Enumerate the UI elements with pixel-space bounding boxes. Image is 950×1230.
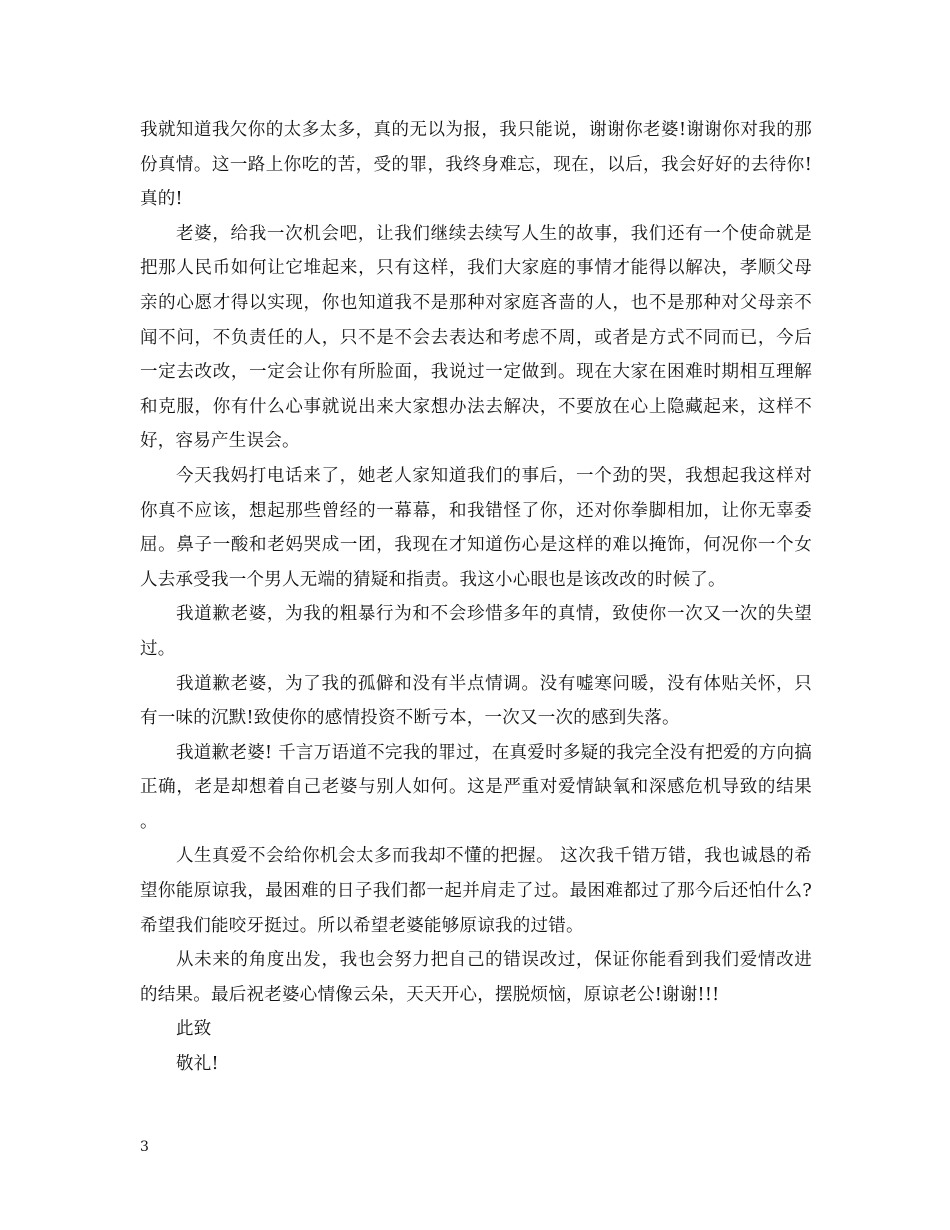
paragraph-1: 我就知道我欠你的太多太多，真的无以为报，我只能说，谢谢你老婆!谢谢你对我的那份真情。这一路上你吃的苦，受的罪，我终身难忘，现在，以后，我会好好的去待你!真的! xyxy=(140,120,812,210)
page-number: 3 xyxy=(140,1139,149,1155)
paragraph-2: 老婆，给我一次机会吧，让我们继续去续写人生的故事，我们还有一个使命就是把那人民币如何让它堆起来，只有这样，我们大家庭的事情才能得以解决，孝顺父母亲的心愿才得以实现，你也知道我不是那种对家庭吝啬的人，也不是那种对父母亲不闻不问，不负责任的人，只不是不会去表达和考虑不周，或者是方式不同而已，今后一定去改改，一定会让你有所脸面，我说过一定做到。现在大家在困难时期相互理解和克服，你有什么心事就说出来大家想办法去解决，不要放在心上隐藏起来，这样不好，容易产生误会。 xyxy=(140,223,812,452)
closing-regards: 敬礼! xyxy=(176,1054,219,1075)
paragraph-3: 今天我妈打电话来了，她老人家知道我们的事后，一个劲的哭，我想起我这样对你真不应该，想起那些曾经的一幕幕，和我错怪了你，还对你拳脚相加，让你无辜委屈。鼻子一酸和老妈哭成一团，我现在才知道伤心是这样的难以掩饰，何况你一个女人去承受我一个男人无端的猜疑和指责。我这小心眼也是该改改的时候了。 xyxy=(140,465,812,590)
paragraph-5: 我道歉老婆，为了我的孤僻和没有半点情调。没有嘘寒问暖，没有体贴关怀，只有一味的沉默!致使你的感情投资不断亏本，一次又一次的感到失落。 xyxy=(140,673,812,729)
paragraph-8: 从未来的角度出发，我也会努力把自己的错误改过，保证你能看到我们爱情改进的结果。最后祝老婆心情像云朵，天天开心，摆脱烦恼，原谅老公!谢谢!!! xyxy=(140,950,812,1005)
paragraph-6: 我道歉老婆! 千言万语道不完我的罪过，在真爱时多疑的我完全没有把爱的方向搞正确，老是却想着自己老婆与别人如何。这是严重对爱情缺氧和深感危机导致的结果 。 xyxy=(140,742,812,832)
paragraph-4: 我道歉老婆，为我的粗暴行为和不会珍惜多年的真情，致使你一次又一次的失望过。 xyxy=(140,604,812,659)
paragraph-7: 人生真爱不会给你机会太多而我却不懂的把握。 这次我千错万错，我也诚恳的希望你能原谅我，最困难的日子我们都一起并肩走了过。最困难都过了那今后还怕什么?希望我们能咬牙挺过。所以希望老婆能够原谅我的过错。 xyxy=(140,846,812,936)
closing-salutation: 此致 xyxy=(176,1019,212,1040)
letter-body xyxy=(140,113,812,1082)
